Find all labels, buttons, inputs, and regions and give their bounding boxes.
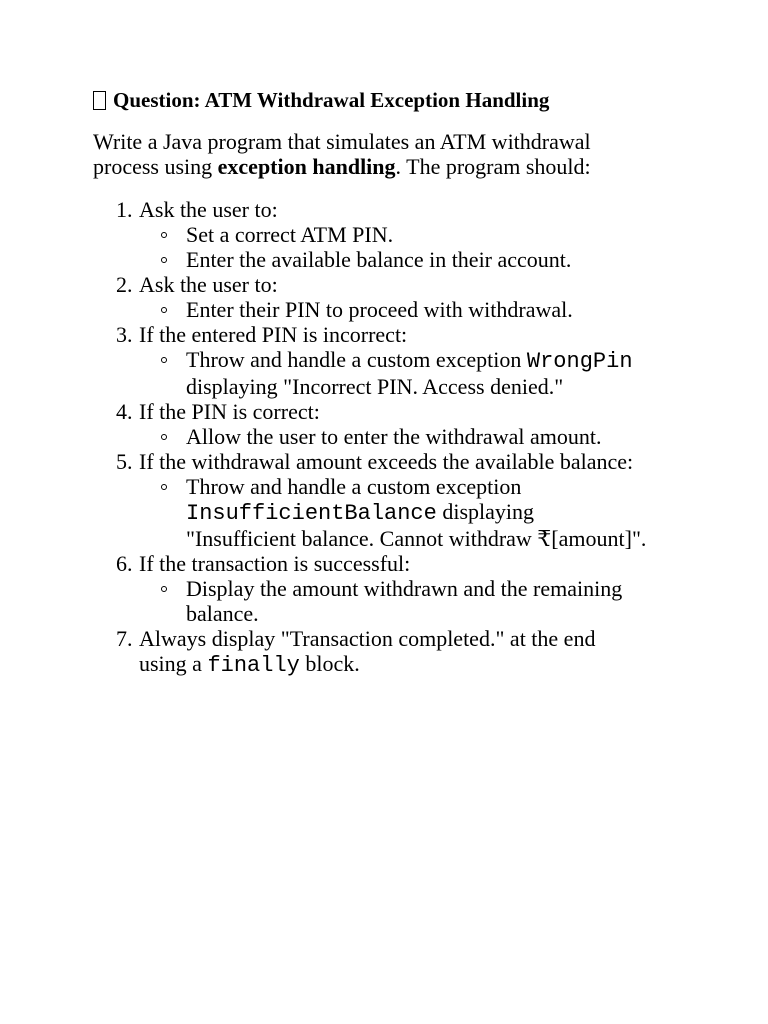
- sub-list-item: [139, 297, 696, 322]
- list-item: [93, 449, 693, 551]
- hollow-bullet-icon: [161, 484, 167, 490]
- sub-list: [139, 347, 693, 399]
- sub-list: [139, 474, 693, 551]
- intro-bold-term: exception handling: [217, 154, 396, 179]
- step-line: [139, 651, 693, 678]
- sub-item-text: Set a correct ATM PIN.: [186, 222, 394, 247]
- sub-list: [139, 222, 693, 272]
- sub-item-text: Display the amount withdrawn and the remaining balance.: [186, 576, 623, 626]
- sub-list: [139, 576, 693, 626]
- list-item: [93, 272, 693, 322]
- sub-list: [139, 297, 693, 322]
- step-text: If the PIN is correct:: [139, 399, 320, 424]
- step-text: If the transaction is successful:: [139, 551, 411, 576]
- step-number: 3.: [116, 322, 133, 347]
- hollow-bullet-icon: [161, 357, 167, 363]
- step-number: 6.: [116, 551, 133, 576]
- hollow-bullet-icon: [161, 586, 167, 592]
- exception-class-name: WrongPin: [526, 349, 633, 374]
- sub-item-text: Allow the user to enter the withdrawal amount.: [186, 424, 602, 449]
- hollow-bullet-icon: [161, 232, 167, 238]
- step-text: Always display "Transaction completed." at the end: [139, 626, 596, 651]
- sub-list-item: [139, 347, 696, 399]
- step-text: Ask the user to:: [139, 272, 278, 297]
- intro-paragraph: [93, 129, 653, 179]
- document-page: [93, 86, 693, 678]
- step-number: 1.: [116, 197, 133, 222]
- sub-item-text: displaying "Incorrect PIN. Access denied.": [186, 374, 564, 399]
- sub-list-item: [139, 474, 696, 551]
- sub-list-item: [139, 576, 696, 626]
- sub-list-item: [139, 222, 696, 247]
- list-item: [93, 399, 693, 449]
- question-heading-text: Question: ATM Withdrawal Exception Handling: [113, 88, 550, 112]
- sub-item-text: displaying: [436, 499, 535, 524]
- list-item: [93, 551, 693, 626]
- sub-item-line: [186, 499, 696, 526]
- intro-text-end: . The program should:: [395, 154, 591, 179]
- step-text: Ask the user to:: [139, 197, 278, 222]
- steps-list: [93, 197, 693, 678]
- sub-list-item: [139, 247, 696, 272]
- missing-glyph-box-icon: [93, 91, 106, 110]
- sub-list-item: [139, 424, 696, 449]
- finally-keyword: finally: [207, 653, 300, 678]
- sub-item-text: Enter the available balance in their account.: [186, 247, 572, 272]
- hollow-bullet-icon: [161, 307, 167, 313]
- step-number: 5.: [116, 449, 133, 474]
- step-text: If the withdrawal amount exceeds the available balance:: [139, 449, 634, 474]
- hollow-bullet-icon: [161, 434, 167, 440]
- sub-list: [139, 424, 693, 449]
- list-item: [93, 626, 693, 678]
- sub-item-text: "Insufficient balance. Cannot withdraw ₹[amount]".: [186, 526, 647, 551]
- step-text: using a: [139, 651, 208, 676]
- hollow-bullet-icon: [161, 257, 167, 263]
- step-number: 4.: [116, 399, 133, 424]
- list-item: [93, 322, 693, 399]
- step-text: block.: [299, 651, 360, 676]
- step-number: 7.: [116, 626, 133, 651]
- step-number: 2.: [116, 272, 133, 297]
- question-heading: [93, 86, 693, 114]
- sub-item-text: Throw and handle a custom exception: [186, 474, 522, 499]
- sub-item-text: Enter their PIN to proceed with withdrawal.: [186, 297, 573, 322]
- list-item: [93, 197, 693, 272]
- exception-class-name: InsufficientBalance: [186, 501, 437, 526]
- step-text: If the entered PIN is incorrect:: [139, 322, 408, 347]
- sub-item-text: Throw and handle a custom exception: [186, 347, 527, 372]
- intro-text-start: Write a Java program that simulates an ATM withdrawal process using: [93, 129, 591, 179]
